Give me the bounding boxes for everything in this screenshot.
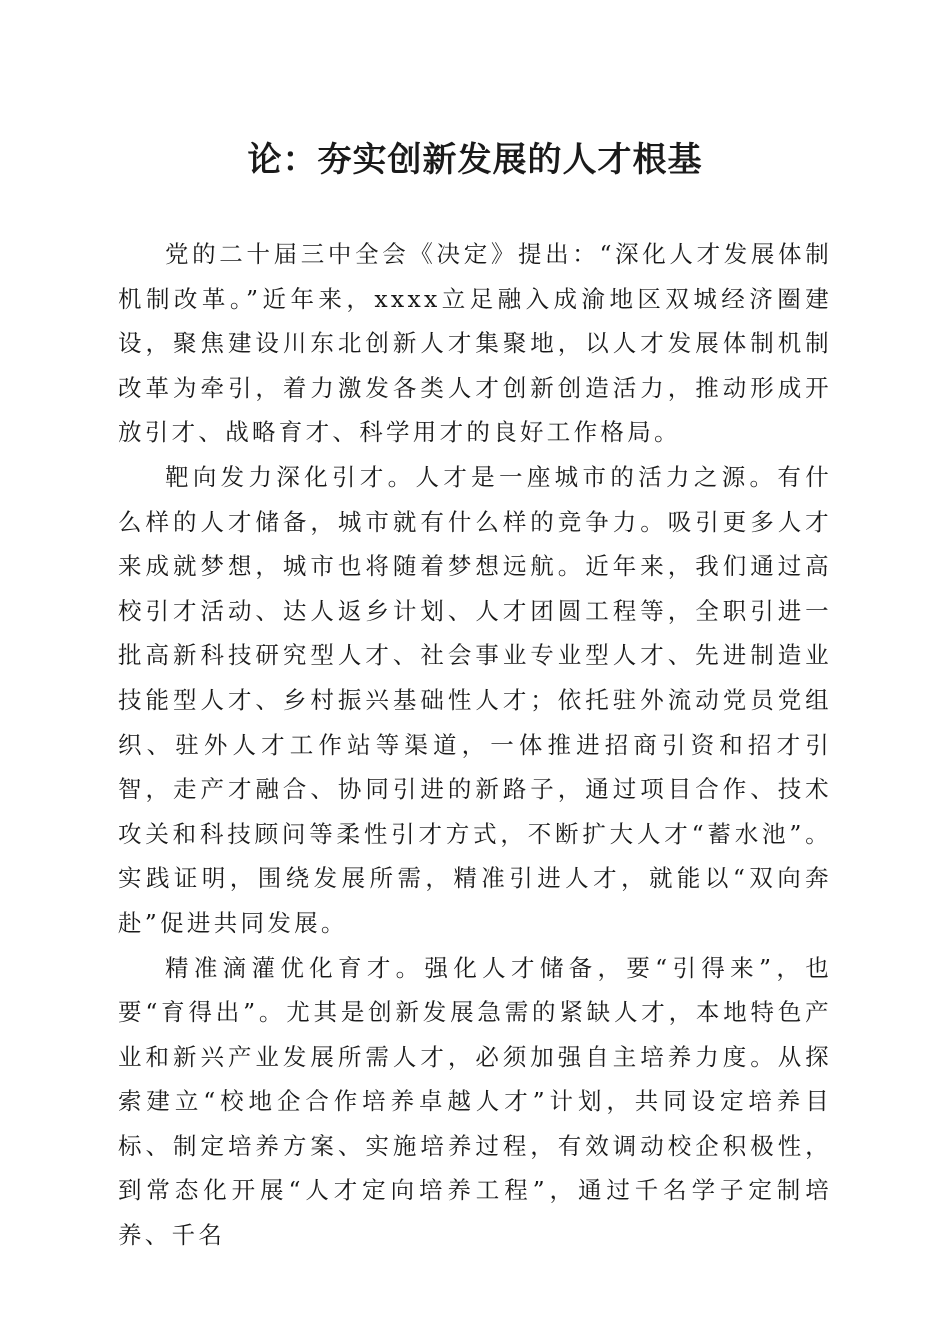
document-title: 论：夯实创新发展的人才根基	[247, 140, 703, 180]
paragraph-intro: 党的二十届三中全会《决定》提出：“深化人才发展体制机制改革。”近年来，xxxx立足融入成渝地区双城经济圈建设，聚焦建设川东北创新人才集聚地，以人才发展体制机制改革为牵引，着力激发各类人才创新创造活力，推动形成开放引才、战略育才、科学用才的良好工作格局。	[118, 240, 832, 447]
paragraph-talent-cultivation: 精准滴灌优化育才。强化人才储备，要“引得来”，也要“育得出”。尤其是创新发展急需的紧缺人才，本地特色产业和新兴产业发展所需人才，必须加强自主培养力度。从探索建立“校地企合作培养卓越人才”计划，共同设定培养目标、制定培养方案、实施培养过程，有效调动校企积极性，到常态化开展“人才定向培养工程”，通过千名学子定制培养、千名	[118, 953, 832, 1250]
paragraph-talent-attraction: 靶向发力深化引才。人才是一座城市的活力之源。有什么样的人才储备，城市就有什么样的竞争力。吸引更多人才来成就梦想，城市也将随着梦想远航。近年来，我们通过高校引才活动、达人返乡计划、人才团圆工程等，全职引进一批高新科技研究型人才、社会事业专业型人才、先进制造业技能型人才、乡村振兴基础性人才；依托驻外流动党员党组织、驻外人才工作站等渠道，一体推进招商引资和招才引智，走产才融合、协同引进的新路子，通过项目合作、技术攻关和科技顾问等柔性引才方式，不断扩大人才“蓄水池”。实践证明，围绕发展所需，精准引进人才，就能以“双向奔赴”促进共同发展。	[118, 462, 832, 937]
document-body	[118, 232, 832, 1258]
